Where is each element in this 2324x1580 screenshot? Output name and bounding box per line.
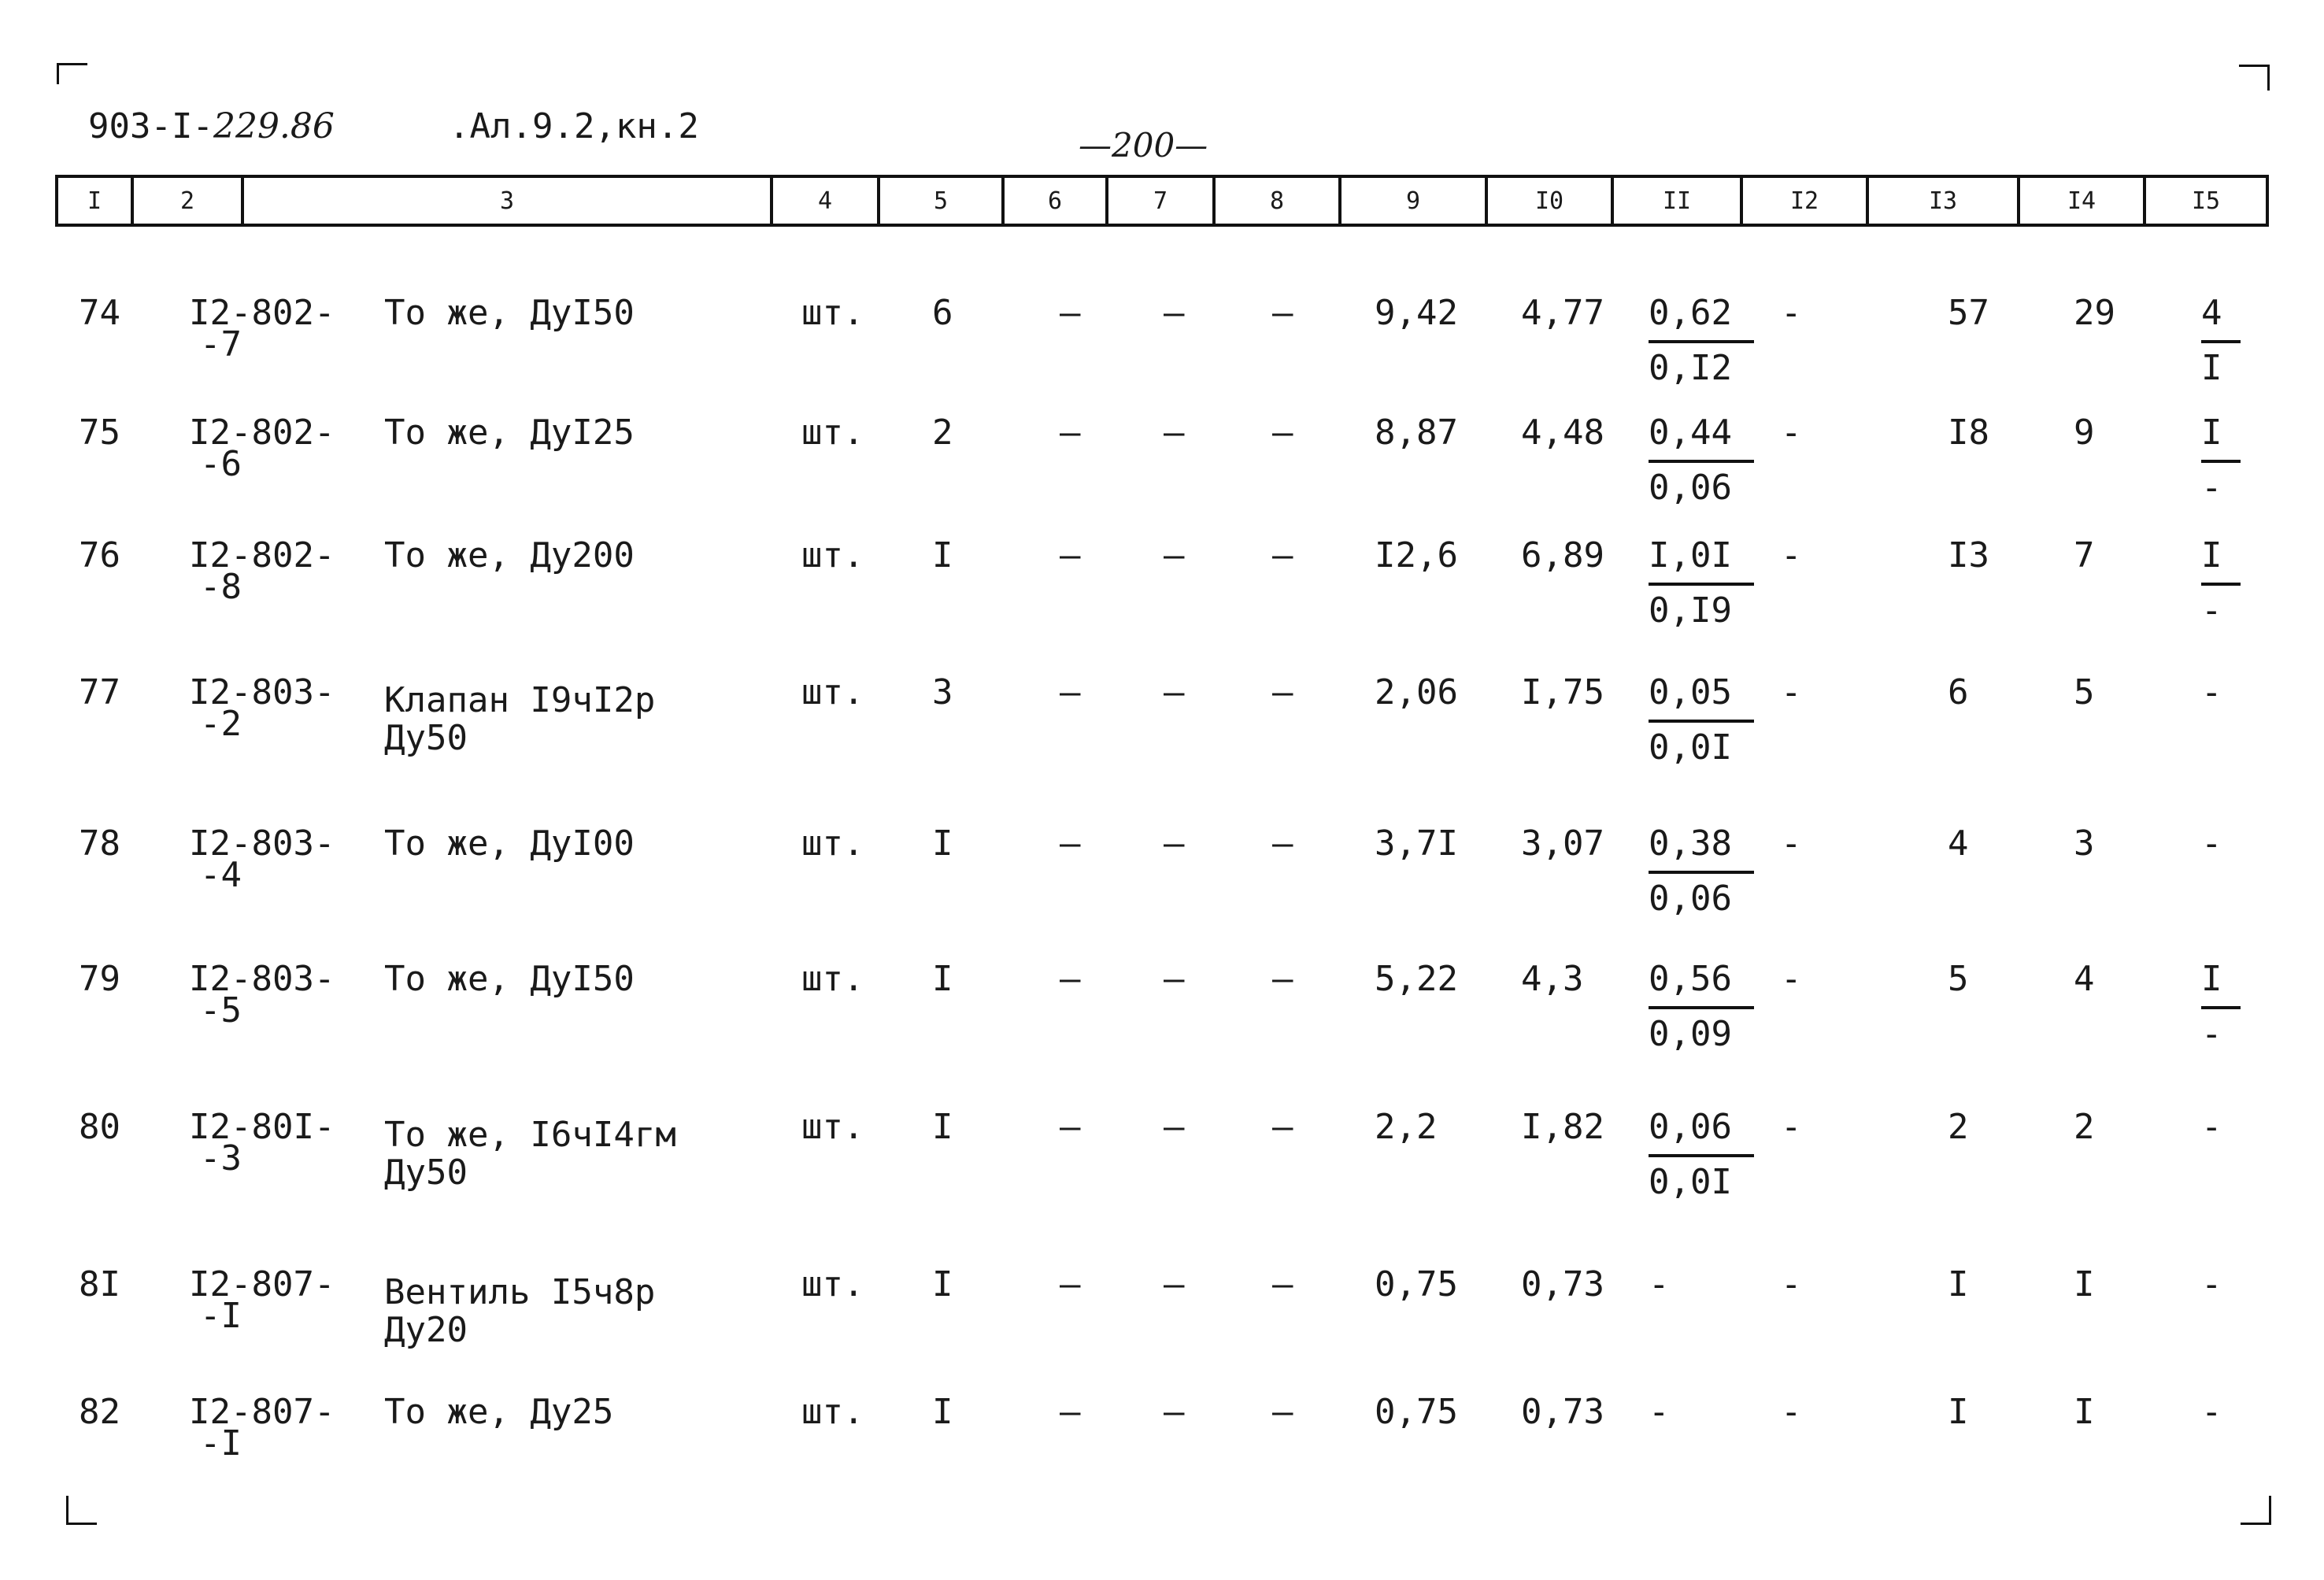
- col11-denominator: 0,06: [1649, 879, 1732, 919]
- column-header: I0: [1486, 176, 1612, 225]
- col11-fraction-line: [1649, 871, 1754, 874]
- item-name-line2: Ду20: [384, 1310, 468, 1350]
- col14-cell: 2: [2074, 1107, 2095, 1147]
- quantity-cell: I: [932, 959, 953, 999]
- column-header: 3: [242, 176, 772, 225]
- col9-cell: 2,06: [1375, 672, 1458, 712]
- price-code: I2-807-: [189, 1264, 335, 1304]
- col9-cell: 9,42: [1375, 293, 1458, 333]
- document-code-handwritten: 229.86: [213, 106, 335, 146]
- col15-numerator: -: [2201, 672, 2222, 712]
- col14-cell: 4: [2074, 959, 2095, 999]
- col6-cell: –: [1060, 959, 1081, 999]
- col14-cell: I: [2074, 1392, 2095, 1432]
- col12-cell: -: [1781, 1264, 1802, 1304]
- col11-numerator: 0,62: [1649, 293, 1732, 333]
- row-number: 75: [79, 413, 120, 453]
- item-name: То же, ДуI25: [384, 413, 635, 453]
- price-code-suffix: -8: [200, 567, 242, 607]
- col8-cell: –: [1272, 1392, 1293, 1432]
- col15-numerator: -: [2201, 1107, 2222, 1147]
- col15-numerator: 4: [2201, 293, 2222, 333]
- price-code: I2-802-: [189, 535, 335, 575]
- unit-cell: шт.: [801, 959, 864, 999]
- col6-cell: –: [1060, 535, 1081, 575]
- col10-cell: 4,48: [1521, 413, 1604, 453]
- col8-cell: –: [1272, 959, 1293, 999]
- quantity-cell: I: [932, 1264, 953, 1304]
- corner-mark-top-left: [57, 63, 87, 84]
- item-name: То же, ДуI00: [384, 823, 635, 864]
- col8-cell: –: [1272, 535, 1293, 575]
- quantity-cell: I: [932, 535, 953, 575]
- price-code-suffix: -6: [200, 444, 242, 484]
- col15-denominator: -: [2201, 468, 2222, 508]
- col6-cell: –: [1060, 1107, 1081, 1147]
- col11-fraction-line: [1649, 340, 1754, 343]
- col12-cell: -: [1781, 672, 1802, 712]
- col11-fraction-line: [1649, 720, 1754, 723]
- col13-cell: 6: [1948, 672, 1969, 712]
- col7-cell: –: [1164, 672, 1185, 712]
- col11-denominator: 0,06: [1649, 468, 1732, 508]
- price-code: I2-807-: [189, 1392, 335, 1432]
- unit-cell: шт.: [801, 413, 864, 453]
- col10-cell: 4,77: [1521, 293, 1604, 333]
- column-header-table: [55, 175, 2269, 227]
- item-name: То же, Ду25: [384, 1392, 614, 1432]
- item-name: То же, ДуI50: [384, 293, 635, 333]
- col8-cell: –: [1272, 823, 1293, 864]
- col15-numerator: I: [2201, 959, 2222, 999]
- col12-cell: -: [1781, 1107, 1802, 1147]
- col15-numerator: -: [2201, 1392, 2222, 1432]
- item-name-line2: Ду50: [384, 1153, 468, 1193]
- col11-numerator: 0,06: [1649, 1107, 1732, 1147]
- col15-numerator: I: [2201, 413, 2222, 453]
- col11-numerator: 0,56: [1649, 959, 1732, 999]
- item-name: То же, I6чI4гм: [384, 1115, 676, 1155]
- col11-fraction-line: [1649, 1154, 1754, 1157]
- column-header: 4: [772, 176, 879, 225]
- price-code: I2-803-: [189, 672, 335, 712]
- column-header: 6: [1003, 176, 1107, 225]
- col11-denominator: 0,I9: [1649, 590, 1732, 631]
- column-header: II: [1612, 176, 1741, 225]
- price-code: I2-803-: [189, 823, 335, 864]
- quantity-cell: 3: [932, 672, 953, 712]
- row-number: 76: [79, 535, 120, 575]
- col13-cell: 4: [1948, 823, 1969, 864]
- item-name-line2: Ду50: [384, 718, 468, 758]
- row-number: 74: [79, 293, 120, 333]
- unit-cell: шт.: [801, 293, 864, 333]
- col11-denominator: 0,0I: [1649, 1162, 1732, 1202]
- col9-cell: 0,75: [1375, 1392, 1458, 1432]
- price-code-suffix: -4: [200, 855, 242, 895]
- col15-fraction-line: [2201, 583, 2241, 586]
- col13-cell: I8: [1948, 413, 1989, 453]
- price-code: I2-802-: [189, 413, 335, 453]
- col10-cell: 6,89: [1521, 535, 1604, 575]
- col11-denominator: 0,09: [1649, 1014, 1732, 1054]
- column-header: 9: [1340, 176, 1486, 225]
- col11-fraction-line: [1649, 460, 1754, 463]
- row-number: 77: [79, 672, 120, 712]
- col9-cell: I2,6: [1375, 535, 1458, 575]
- col14-cell: 9: [2074, 413, 2095, 453]
- col6-cell: –: [1060, 1392, 1081, 1432]
- price-code-suffix: -I: [200, 1423, 242, 1463]
- col11-fraction-line: [1649, 1006, 1754, 1009]
- col15-numerator: -: [2201, 1264, 2222, 1304]
- col13-cell: I3: [1948, 535, 1989, 575]
- col11-numerator: 0,05: [1649, 672, 1732, 712]
- unit-cell: шт.: [801, 672, 864, 712]
- price-code-suffix: -I: [200, 1296, 242, 1336]
- col7-cell: –: [1164, 823, 1185, 864]
- col9-cell: 0,75: [1375, 1264, 1458, 1304]
- col8-cell: –: [1272, 1264, 1293, 1304]
- column-header: I2: [1741, 176, 1867, 225]
- column-header: 2: [132, 176, 242, 225]
- col11-numerator: 0,38: [1649, 823, 1732, 864]
- item-name: То же, Ду200: [384, 535, 635, 575]
- column-header: 5: [879, 176, 1003, 225]
- col12-cell: -: [1781, 1392, 1802, 1432]
- document-code-prefix: 903-I-: [88, 106, 213, 146]
- quantity-cell: 2: [932, 413, 953, 453]
- col8-cell: –: [1272, 413, 1293, 453]
- column-header: I: [57, 176, 132, 225]
- row-number: 78: [79, 823, 120, 864]
- col12-cell: -: [1781, 535, 1802, 575]
- col10-cell: 0,73: [1521, 1264, 1604, 1304]
- price-code-suffix: -7: [200, 324, 242, 364]
- col9-cell: 2,2: [1375, 1107, 1438, 1147]
- col6-cell: –: [1060, 672, 1081, 712]
- col15-numerator: -: [2201, 823, 2222, 864]
- col12-cell: -: [1781, 293, 1802, 333]
- quantity-cell: I: [932, 1107, 953, 1147]
- page-number: —200—: [1079, 126, 1208, 165]
- price-code: I2-80I-: [189, 1107, 335, 1147]
- price-code-suffix: -5: [200, 990, 242, 1031]
- col10-cell: I,75: [1521, 672, 1604, 712]
- price-code-suffix: -2: [200, 704, 242, 744]
- col14-cell: 7: [2074, 535, 2095, 575]
- col15-fraction-line: [2201, 1006, 2241, 1009]
- corner-mark-top-right: [2239, 65, 2270, 91]
- col12-cell: -: [1781, 959, 1802, 999]
- col7-cell: –: [1164, 1107, 1185, 1147]
- col12-cell: -: [1781, 413, 1802, 453]
- col15-denominator: -: [2201, 590, 2222, 631]
- col13-cell: 57: [1948, 293, 1989, 333]
- column-number-row: [57, 176, 2267, 225]
- col7-cell: –: [1164, 1392, 1185, 1432]
- col14-cell: 3: [2074, 823, 2095, 864]
- col11-denominator: 0,0I: [1649, 727, 1732, 768]
- col14-cell: I: [2074, 1264, 2095, 1304]
- item-name: Клапан I9чI2р: [384, 680, 656, 720]
- col11-denominator: 0,I2: [1649, 348, 1732, 388]
- quantity-cell: I: [932, 1392, 953, 1432]
- price-code: I2-802-: [189, 293, 335, 333]
- col10-cell: 3,07: [1521, 823, 1604, 864]
- col15-numerator: I: [2201, 535, 2222, 575]
- unit-cell: шт.: [801, 1392, 864, 1432]
- row-number: 82: [79, 1392, 120, 1432]
- col7-cell: –: [1164, 293, 1185, 333]
- unit-cell: шт.: [801, 535, 864, 575]
- col6-cell: –: [1060, 413, 1081, 453]
- column-header: I5: [2145, 176, 2267, 225]
- col11-numerator: I,0I: [1649, 535, 1732, 575]
- col10-cell: I,82: [1521, 1107, 1604, 1147]
- row-number: 80: [79, 1107, 120, 1147]
- col8-cell: –: [1272, 672, 1293, 712]
- col15-fraction-line: [2201, 340, 2241, 343]
- corner-mark-bottom-left: [66, 1496, 97, 1525]
- col12-cell: -: [1781, 823, 1802, 864]
- album-reference: .Ал.9.2,кн.2: [449, 106, 699, 146]
- item-name: То же, ДуI50: [384, 959, 635, 999]
- unit-cell: шт.: [801, 1264, 864, 1304]
- col11-numerator: -: [1649, 1264, 1670, 1304]
- quantity-cell: I: [932, 823, 953, 864]
- col8-cell: –: [1272, 293, 1293, 333]
- col8-cell: –: [1272, 1107, 1293, 1147]
- item-name: Вентиль I5ч8р: [384, 1272, 656, 1312]
- col15-denominator: -: [2201, 1014, 2222, 1054]
- col13-cell: 2: [1948, 1107, 1969, 1147]
- price-code-suffix: -3: [200, 1138, 242, 1179]
- col7-cell: –: [1164, 535, 1185, 575]
- col6-cell: –: [1060, 293, 1081, 333]
- col9-cell: 8,87: [1375, 413, 1458, 453]
- row-number: 79: [79, 959, 120, 999]
- col9-cell: 5,22: [1375, 959, 1458, 999]
- unit-cell: шт.: [801, 823, 864, 864]
- col13-cell: I: [1948, 1264, 1969, 1304]
- document-code: [88, 106, 335, 146]
- col11-fraction-line: [1649, 583, 1754, 586]
- price-code: I2-803-: [189, 959, 335, 999]
- col6-cell: –: [1060, 823, 1081, 864]
- col11-numerator: 0,44: [1649, 413, 1732, 453]
- col13-cell: 5: [1948, 959, 1969, 999]
- col9-cell: 3,7I: [1375, 823, 1458, 864]
- quantity-cell: 6: [932, 293, 953, 333]
- col6-cell: –: [1060, 1264, 1081, 1304]
- col15-denominator: I: [2201, 348, 2222, 388]
- col10-cell: 0,73: [1521, 1392, 1604, 1432]
- col14-cell: 29: [2074, 293, 2115, 333]
- column-header: 7: [1107, 176, 1214, 225]
- col15-fraction-line: [2201, 460, 2241, 463]
- column-header: I4: [2019, 176, 2145, 225]
- corner-mark-bottom-right: [2241, 1496, 2271, 1525]
- col7-cell: –: [1164, 1264, 1185, 1304]
- col14-cell: 5: [2074, 672, 2095, 712]
- col7-cell: –: [1164, 413, 1185, 453]
- col7-cell: –: [1164, 959, 1185, 999]
- unit-cell: шт.: [801, 1107, 864, 1147]
- col10-cell: 4,3: [1521, 959, 1584, 999]
- column-header: 8: [1214, 176, 1340, 225]
- col11-numerator: -: [1649, 1392, 1670, 1432]
- row-number: 8I: [79, 1264, 120, 1304]
- column-header: I3: [1867, 176, 2019, 225]
- col13-cell: I: [1948, 1392, 1969, 1432]
